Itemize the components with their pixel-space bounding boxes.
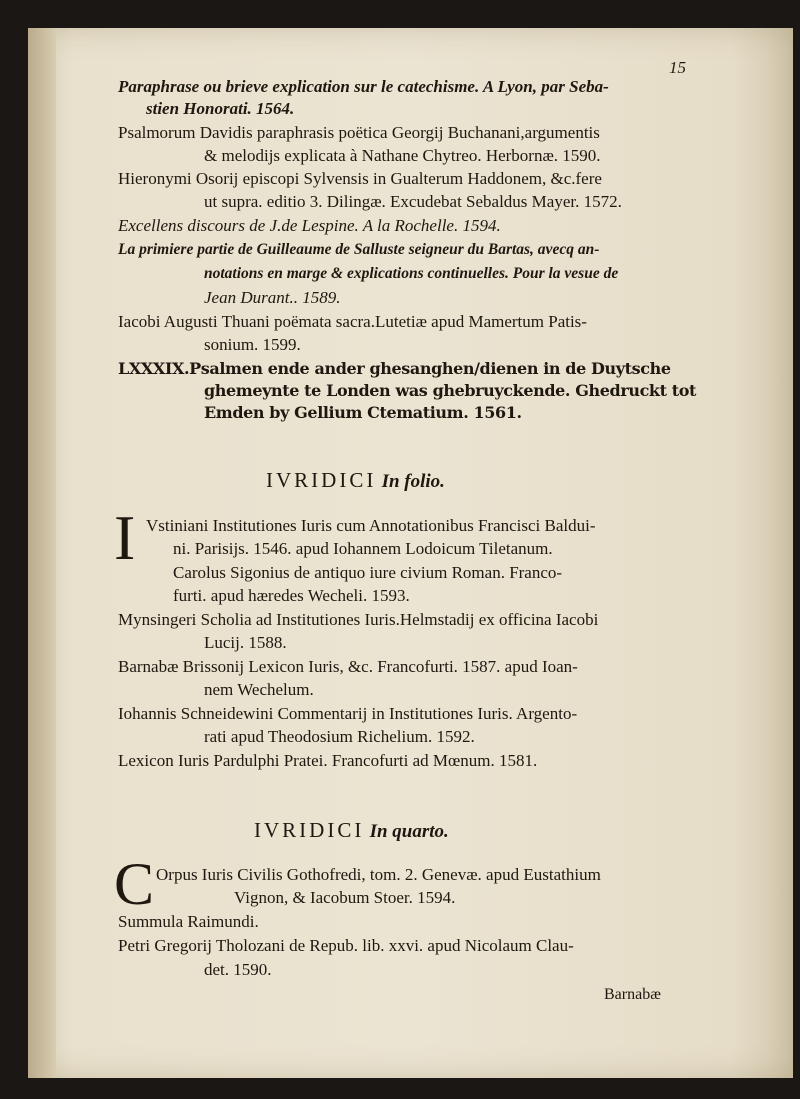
entry-line: sonium. 1599. — [204, 335, 301, 354]
entry-line: ni. Parisijs. 1546. apud Iohannem Lodoicum Tiletanum. — [173, 539, 553, 558]
entry-line: rati apud Theodosium Richelium. 1592. — [204, 727, 475, 746]
entry-line: Iohannis Schneidewini Commentarij in Institutiones Iuris. Argento- — [118, 704, 578, 723]
entry-line-blackletter: Emden by Gellium Ctematium. 1561. — [204, 403, 522, 422]
entry-line: & melodijs explicata à Nathane Chytreo. Herbornæ. 1590. — [204, 146, 601, 165]
entry-line: ut supra. editio 3. Dilingæ. Excudebat Sebaldus Mayer. 1572. — [204, 192, 622, 211]
catchword: Barnabæ — [604, 986, 661, 1003]
entry-line: det. 1590. — [204, 960, 272, 979]
heading-caps: IVRIDICI — [266, 468, 377, 492]
drop-capital: I — [114, 502, 136, 573]
entry-line: Vstiniani Institutiones Iuris cum Annotationibus Francisci Baldui- — [146, 516, 596, 535]
entry-line-blackletter: LXXXIX.Psalmen ende ander ghesanghen/dienen in de Duytsche — [118, 359, 671, 378]
drop-capital: C — [114, 851, 155, 917]
heading-caps: IVRIDICI — [254, 818, 365, 842]
entry-line: Orpus Iuris Civilis Gothofredi, tom. 2. Genevæ. apud Eustathium — [156, 865, 601, 884]
entry-line: Iacobi Augusti Thuani poëmata sacra.Lutetiæ apud Mamertum Patis- — [118, 312, 587, 331]
entry-line: Vignon, & Iacobum Stoer. 1594. — [234, 888, 456, 907]
entry-line: Lucij. 1588. — [204, 633, 287, 652]
entry-line: Summula Raimundi. — [118, 912, 259, 931]
heading-format: In quarto. — [369, 821, 449, 842]
page-gutter — [28, 28, 56, 1078]
entry-line: La primiere partie de Guilleaume de Salluste seigneur du Bartas, avecq an- — [118, 241, 600, 258]
entry-line: furti. apud hæredes Wecheli. 1593. — [173, 586, 410, 605]
section-heading — [266, 468, 445, 493]
entry-line: notations en marge & explications continuelles. Pour la vesue de — [204, 265, 619, 282]
entry-line: Barnabæ Brissonij Lexicon Iuris, &c. Francofurti. 1587. apud Ioan- — [118, 657, 578, 676]
entry-line: Carolus Sigonius de antiquo iure civium Roman. Franco- — [173, 563, 563, 582]
entry-line: Jean Durant.. 1589. — [204, 288, 341, 307]
heading-format: In folio. — [381, 471, 445, 492]
page-number: 15 — [669, 58, 686, 77]
book-page — [28, 28, 793, 1078]
entry-line: Paraphrase ou brieve explication sur le catechisme. A Lyon, par Seba- — [118, 77, 609, 96]
entry-line: Petri Gregorij Tholozani de Repub. lib. xxvi. apud Nicolaum Clau- — [118, 936, 574, 955]
entry-line: nem Wechelum. — [204, 680, 314, 699]
entry-line: stien Honorati. 1564. — [146, 99, 295, 118]
section-heading — [254, 818, 449, 843]
entry-line: Hieronymi Osorij episcopi Sylvensis in Gualterum Haddonem, &c.fere — [118, 169, 602, 188]
entry-line-blackletter: ghemeynte te Londen was ghebruyckende. Ghedruckt tot — [204, 381, 697, 400]
entry-line: Psalmorum Davidis paraphrasis poëtica Georgij Buchanani,argumentis — [118, 123, 600, 142]
entry-line: Lexicon Iuris Pardulphi Pratei. Francofurti ad Mœnum. 1581. — [118, 751, 538, 770]
entry-line: Excellens discours de J.de Lespine. A la Rochelle. 1594. — [118, 216, 501, 235]
entry-line: Mynsingeri Scholia ad Institutiones Iuris.Helmstadij ex officina Iacobi — [118, 610, 599, 629]
